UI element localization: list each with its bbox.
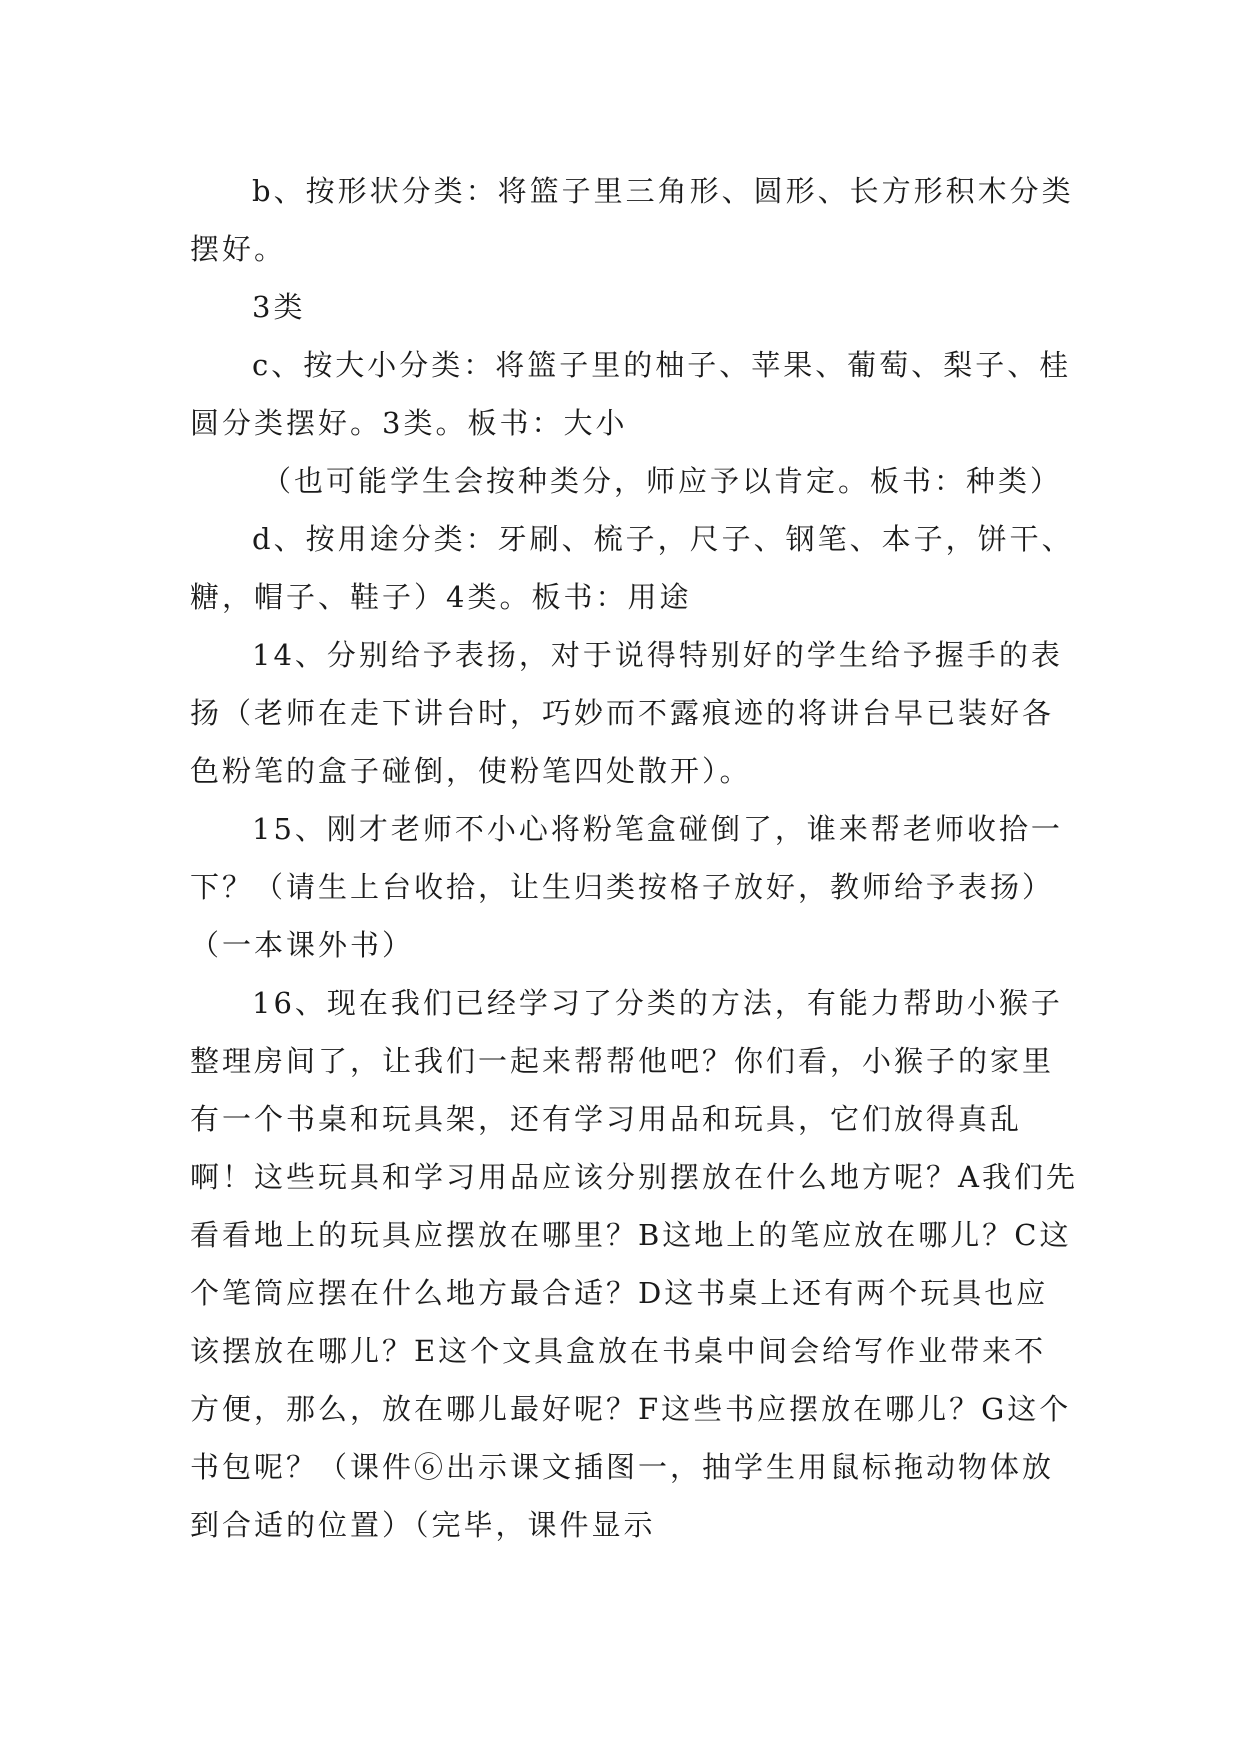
document-body: [190, 162, 1078, 1554]
paragraph-classify-by-size: c、按大小分类：将篮子里的柚子、苹果、葡萄、梨子、桂圆分类摆好。3类。板书：大小: [190, 348, 1072, 440]
paragraph-step-14: 14、分别给予表扬，对于说得特别好的学生给予握手的表扬（老师在走下讲台时，巧妙而不露痕迹的将讲台早已装好各色粉笔的盒子碰倒，使粉笔四处散开）。: [190, 638, 1063, 788]
paragraph-classify-by-shape: b、按形状分类：将篮子里三角形、圆形、长方形积木分类摆好。: [190, 174, 1074, 266]
paragraph-note-by-kind: （也可能学生会按种类分，师应予以肯定。板书：种类）: [262, 464, 1063, 498]
paragraph-step-16: 16、现在我们已经学习了分类的方法，有能力帮助小猴子整理房间了，让我们一起来帮帮他吧？你们看，小猴子的家里有一个书桌和玩具架，还有学习用品和玩具，它们放得真乱啊！这些玩具和学习用品应该分别摆放在什么地方呢？A我们先看看地上的玩具应摆放在哪里？B这地上的笔应放在哪儿？C这个笔筒应摆在什么地方最合适？D这书桌上还有两个玩具也应该摆放在哪儿？E这个文具盒放在书桌中间会给写作业带来不方便，那么，放在哪儿最好呢？F这些书应摆放在哪儿？G这个书包呢？（课件⑥出示课文插图一，抽学生用鼠标拖动物体放到合适的位置）（完毕，课件显示: [190, 986, 1078, 1542]
paragraph-step-15: 15、刚才老师不小心将粉笔盒碰倒了，谁来帮老师收拾一下？（请生上台收拾，让生归类按格子放好，教师给予表扬）（一本课外书）: [190, 812, 1063, 962]
paragraph-three-categories: 3类: [252, 290, 306, 324]
paragraph-classify-by-use: d、按用途分类：牙刷、梳子，尺子、钢笔、本子，饼干、糖，帽子、鞋子）4类。板书：用途: [190, 522, 1074, 614]
